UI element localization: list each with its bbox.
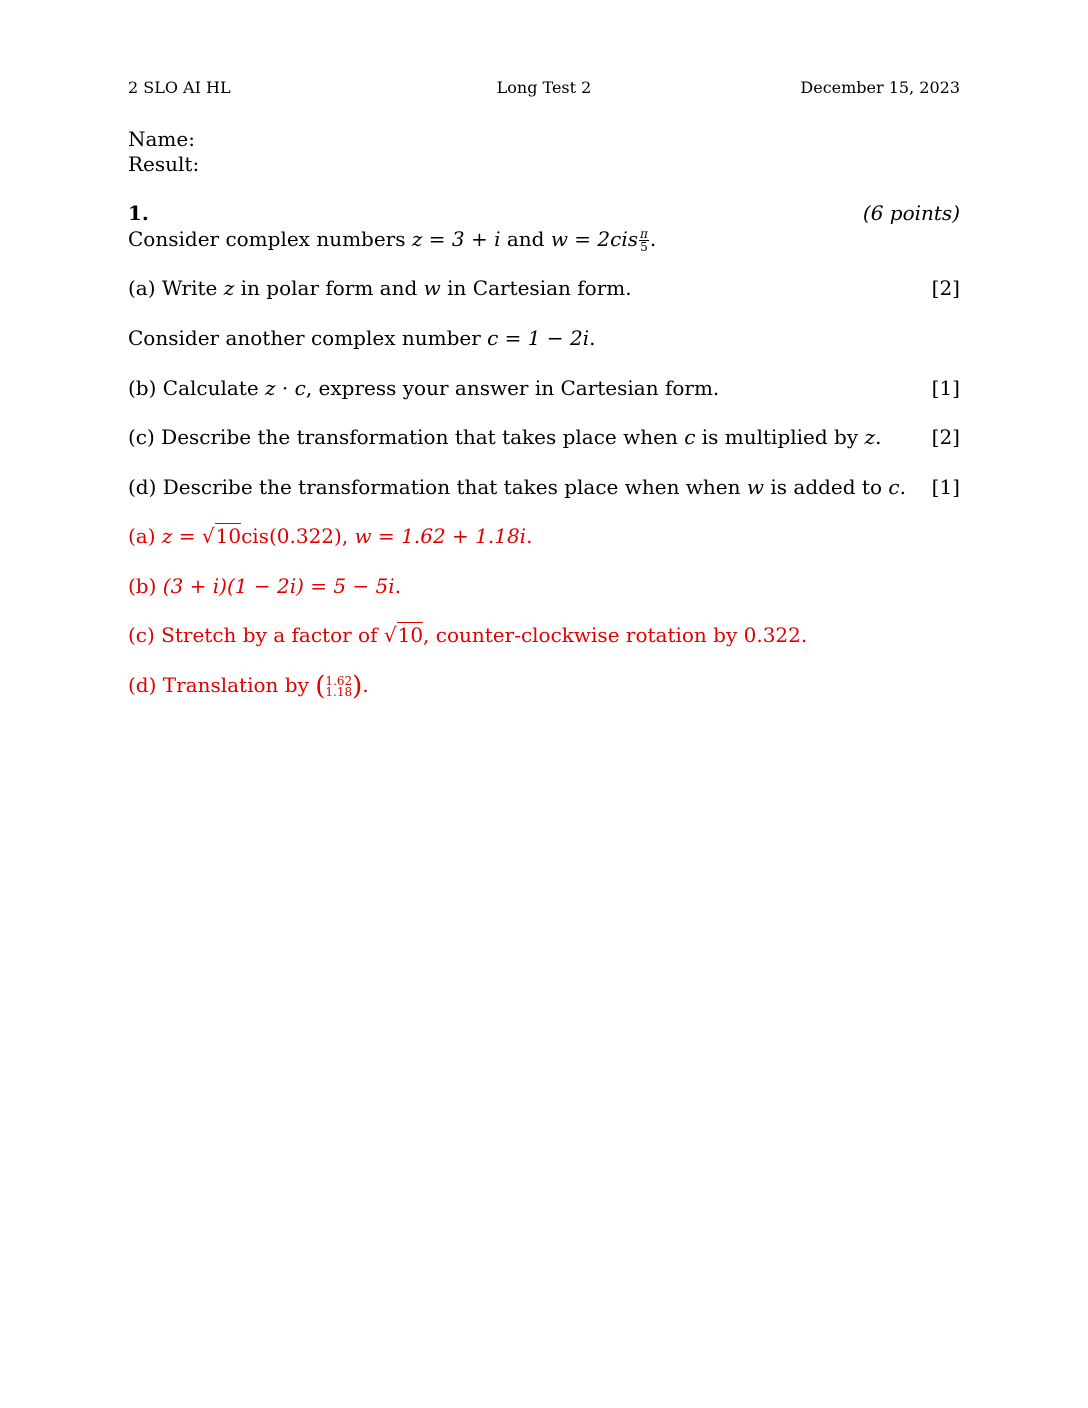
test-date: December 15, 2023 xyxy=(800,78,960,97)
answer-a: (a) z = √10cis(0.322), w = 1.62 + 1.18i. xyxy=(128,524,533,548)
part-c-marks: [2] xyxy=(931,425,960,449)
part-c: (c) Describe the transformation that takes place when c is multiplied by z. [2] xyxy=(128,425,960,449)
answer-d: (d) Translation by ( 1.62 1.18 ). xyxy=(128,671,369,702)
answer-b: (b) (3 + i)(1 − 2i) = 5 − 5i. xyxy=(128,574,402,598)
name-label: Name: xyxy=(128,127,195,151)
question-number: 1. xyxy=(128,201,149,225)
question-intro: Consider complex numbers z = 3 + i and w = 2cis $\frac{\pi}{5}$ . xyxy=(128,227,657,254)
test-title: Long Test 2 xyxy=(496,78,592,97)
result-label: Result: xyxy=(128,152,200,176)
sqrt-symbol: √10 xyxy=(383,623,424,647)
part-a-marks: [2] xyxy=(931,276,960,300)
part-b: (b) Calculate z · c, express your answer in Cartesian form. [1] xyxy=(128,376,960,400)
page-header xyxy=(128,78,960,100)
translation-vector: 1.62 1.18 xyxy=(325,673,353,699)
part-d-marks: [1] xyxy=(931,475,960,499)
question-heading xyxy=(128,200,960,226)
question-points: (6 points) xyxy=(862,201,960,225)
w-definition: w = 2cis xyxy=(550,227,638,251)
z-definition: z = 3 + i xyxy=(411,227,501,251)
answer-c: (c) Stretch by a factor of √10, counter-clockwise rotation by 0.322. xyxy=(128,623,808,647)
part-b-marks: [1] xyxy=(931,376,960,400)
sqrt-symbol: √10 xyxy=(201,524,242,548)
part-d: (d) Describe the transformation that takes place when when w is added to c. [1] xyxy=(128,475,960,499)
part-a: (a) Write z in polar form and w in Cartesian form. [2] xyxy=(128,276,960,300)
another-number: Consider another complex number c = 1 − 2i. xyxy=(128,326,596,350)
pi-over-five: $\frac{\pi}{5}$ xyxy=(640,227,648,254)
course-code: 2 SLO AI HL xyxy=(128,78,231,97)
